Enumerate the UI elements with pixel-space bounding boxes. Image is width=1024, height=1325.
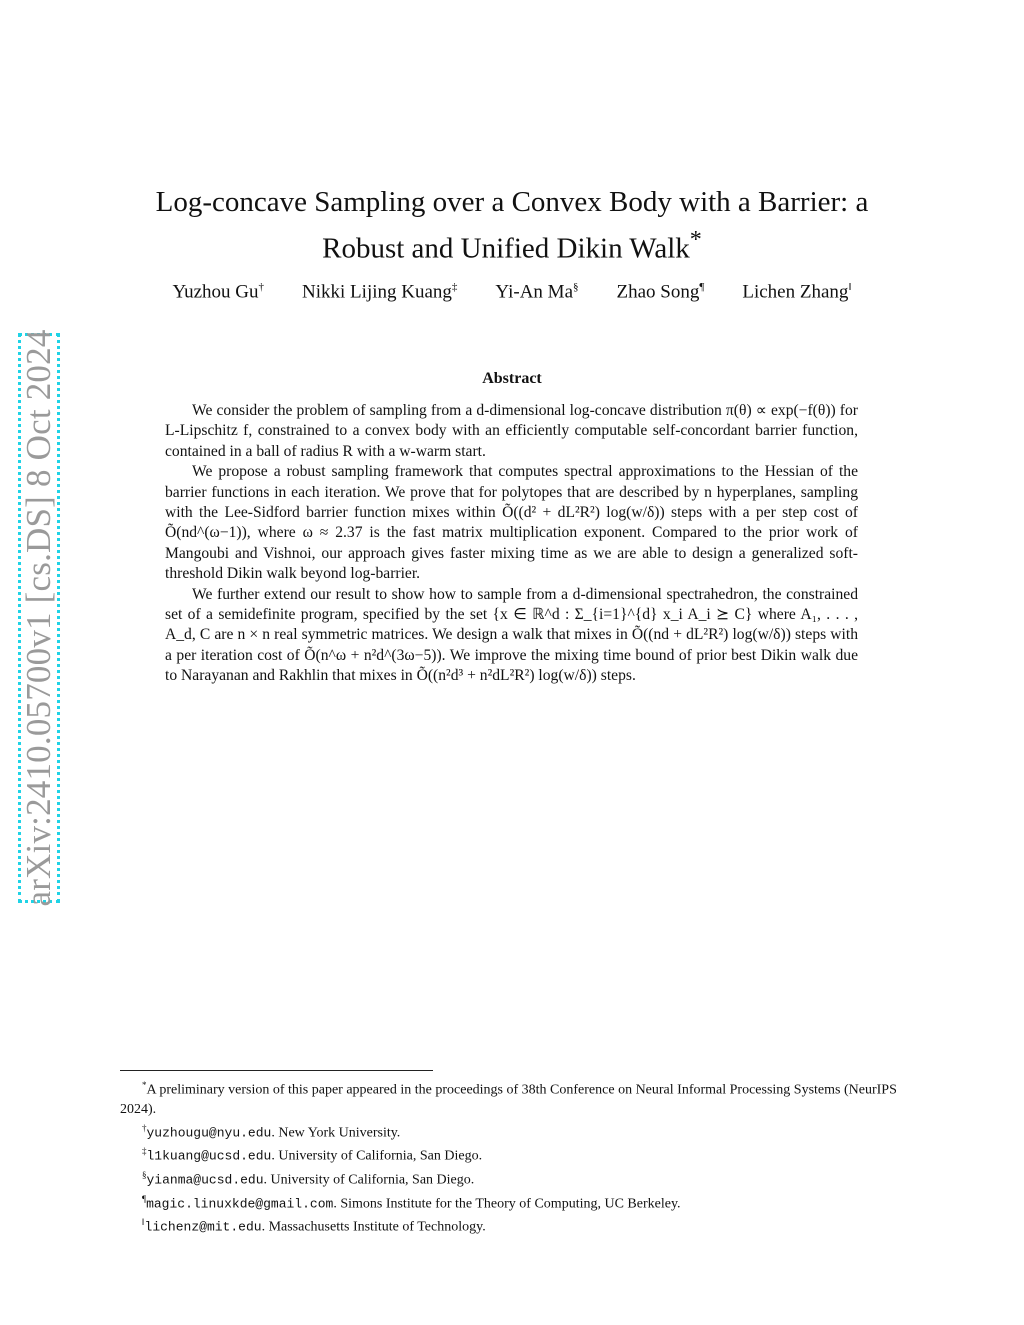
- title-line-1: Log-concave Sampling over a Convex Body with a Barrier: a: [155, 186, 869, 218]
- footnote-text: . University of California, San Diego.: [271, 1148, 483, 1164]
- author-mark: ‡: [451, 281, 458, 293]
- author-name: Yi-An Ma: [495, 281, 573, 303]
- footnote-email[interactable]: yuzhougu@nyu.edu: [146, 1125, 272, 1141]
- abstract-heading: Abstract: [482, 370, 542, 387]
- paper-title: [140, 183, 884, 268]
- author-mark: ¶: [699, 281, 705, 293]
- author-name: Yuzhou Gu: [172, 281, 259, 303]
- author: [742, 281, 851, 303]
- author: [617, 281, 705, 303]
- author: [495, 281, 578, 303]
- author-mark: ‖: [848, 281, 852, 293]
- footnote: [120, 1166, 905, 1190]
- abstract-body: [165, 401, 858, 687]
- title-line-2-text: Robust and Unified Dikin Walk: [322, 232, 690, 265]
- footnote-email[interactable]: yianma@ucsd.edu: [146, 1172, 264, 1188]
- arxiv-stamp-text: arXiv:2410.05700v1 [cs.DS] 8 Oct 2024: [19, 329, 58, 907]
- footnote-email[interactable]: l1kuang@ucsd.edu: [146, 1148, 272, 1164]
- footnote-text: . University of California, San Diego.: [263, 1172, 475, 1188]
- footnote: [120, 1142, 905, 1166]
- footnote-text: . Massachusetts Institute of Technology.: [261, 1219, 486, 1235]
- author-name: Nikki Lijing Kuang: [302, 281, 452, 303]
- author: [302, 281, 457, 303]
- footnote-mark: †: [142, 1122, 147, 1133]
- footnote: [120, 1190, 905, 1214]
- footnote: [120, 1076, 905, 1119]
- abstract-paragraph-3: We further extend our result to show how to sample from a d-dimensional spectrahedron, the constrained set of a semidefinite program, specified by the set {x ∈ ℝ^d : Σ_{i=1}^{d} x_i A_i ⪰ C} where A₁, . . . , A_d, C are n × n real symmetric matrices. We design a walk that mixes in Õ((nd + dL²R²) log(w/δ)) steps with a per iteration cost of Õ(n^ω + n²d^(3ω−5)). We improve the mixing time bound of prior best Dikin walk due to Narayanan and Rakhlin that mixes in Õ((n²d³ + n²dL²R²) log(w/δ)) steps.: [165, 585, 858, 685]
- title-line-2: [140, 221, 884, 268]
- footnote-mark: ‡: [142, 1146, 147, 1157]
- abstract-paragraph-2: We propose a robust sampling framework that computes spectral approximations to the Hessian of the barrier functions in each iteration. We prove that for polytopes that are described by n hyperplanes, sampling with the Lee-Sidford barrier function mixes within Õ((d² + dL²R²) log(w/δ)) steps with a per step cost of Õ(nd^(ω−1)), where ω ≈ 2.37 is the fast matrix multiplication exponent. Compared to the prior work of Mangoubi and Vishnoi, our approach gives faster mixing time as we are able to design a generalized soft-threshold Dikin walk beyond log-barrier.: [165, 463, 858, 583]
- footnote-email[interactable]: lichenz@mit.edu: [144, 1219, 262, 1235]
- footnote-text: . Simons Institute for the Theory of Computing, UC Berkeley.: [333, 1196, 681, 1212]
- footnote-divider: [120, 1070, 433, 1071]
- footnote-text: . New York University.: [271, 1125, 401, 1141]
- abstract-paragraph-1: We consider the problem of sampling from a d-dimensional log-concave distribution π(θ) ∝ exp(−f(θ)) for L-Lipschitz f, constrained to a convex body with an efficiently computable self-concordant barrier function, contained in a ball of radius R with a w-warm start.: [165, 402, 858, 460]
- footnote: [120, 1119, 905, 1143]
- footnote-email[interactable]: magic.linuxkde@gmail.com: [146, 1196, 334, 1212]
- footnote-mark: ‖: [142, 1217, 145, 1228]
- author-name: Zhao Song: [616, 281, 700, 303]
- author-mark: §: [573, 281, 579, 293]
- author: [173, 281, 265, 303]
- footnote-text: A preliminary version of this paper appeared in the proceedings of 38th Conference on Neural Informal Processing Systems (NeurIPS 2024).: [120, 1082, 897, 1117]
- author-mark: †: [258, 281, 265, 293]
- footnote-mark: §: [142, 1169, 147, 1180]
- author-list: [110, 281, 914, 303]
- title-footnote-mark: *: [689, 226, 702, 253]
- author-name: Lichen Zhang: [742, 281, 849, 303]
- footnotes: [120, 1076, 905, 1237]
- footnote: [120, 1213, 905, 1237]
- arxiv-stamp: [18, 329, 60, 907]
- footnote-mark: *: [142, 1080, 147, 1090]
- footnote-mark: ¶: [142, 1193, 147, 1204]
